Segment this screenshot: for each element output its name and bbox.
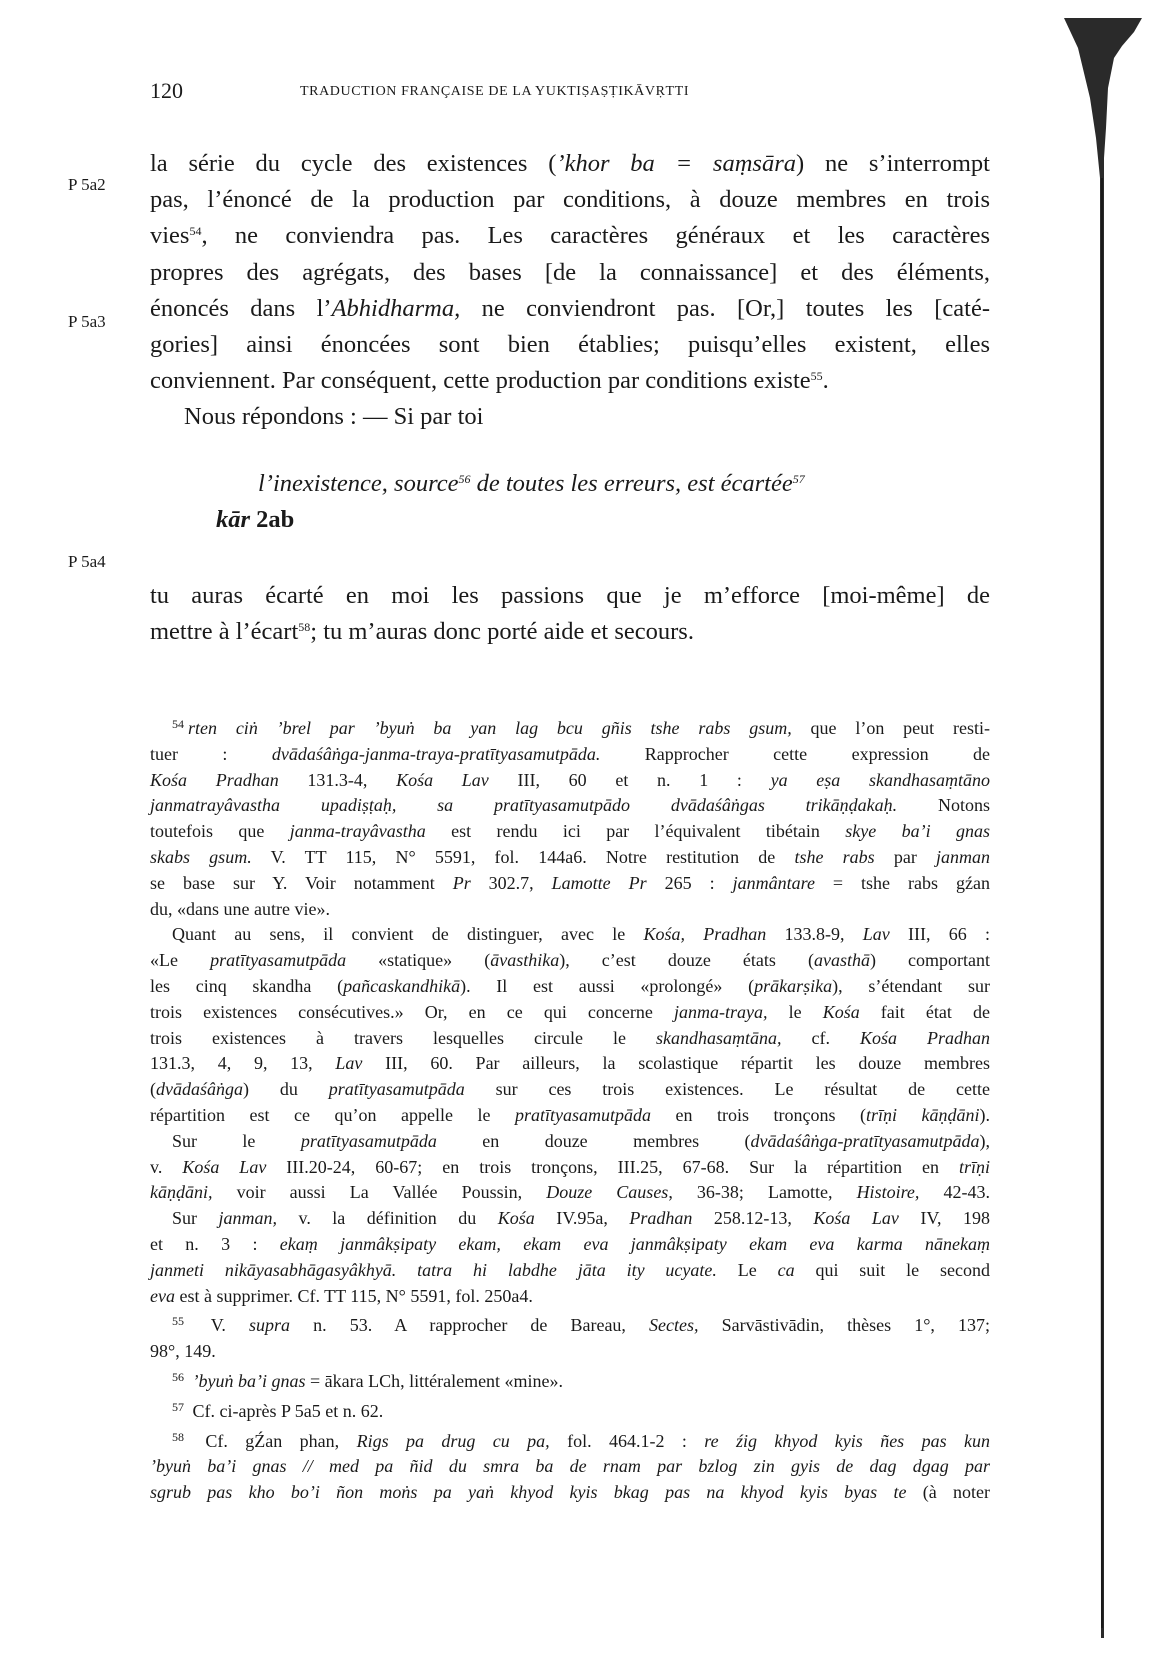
footnote-line: tuer : dvādaśâṅga-janma-traya-pratītyasamutpāda. Rapprocher cette expression de (150, 743, 990, 764)
footnote-line: se base sur Y. Voir notamment Pr 302.7, Lamotte Pr 265 : janmântare = tshe rabs gźan (150, 872, 990, 893)
footnote-line: janmeti nikāyasabhāgasyâkhyā. tatra hi labdhe jāta ity ucyate. Le ca qui suit le second (150, 1259, 990, 1280)
footnote-line: Kośa Pradhan 131.3-4, Kośa Lav III, 60 et n. 1 : ya eṣa skandhasaṃtāno (150, 769, 990, 790)
body-line: propres des agrégats, des bases [de la connaissance] et des éléments, (150, 258, 990, 286)
footnote-line: Quant au sens, il convient de distinguer, avec le Kośa, Pradhan 133.8-9, Lav III, 66 : (172, 924, 990, 945)
footnote-line: Sur janman, v. la définition du Kośa IV.95a, Pradhan 258.12-13, Kośa Lav IV, 198 (172, 1208, 990, 1229)
margin-note-p5a4: P 5a4 (68, 552, 106, 571)
margin-note-p5a3: P 5a3 (68, 312, 106, 331)
footnote-55: $^{55}$ V. supra n. 53. A rapprocher de Bareau, Sectes, Sarvāstivādin, thèses 1°, 137; (172, 1314, 990, 1336)
body-line: gories] ainsi énoncées sont bien établies; puisqu’elles existent, elles (150, 331, 990, 359)
running-title: TRADUCTION FRANÇAISE DE LA YUKTIṢAṢṬIKĀVṚTTI (300, 84, 690, 99)
body-line: énoncés dans l’Abhidharma, ne conviendront pas. [Or,] toutes les [caté- (150, 294, 990, 322)
footnote-line: skabs gsum. V. TT 115, N° 5591, fol. 144a6. Notre restitution de tshe rabs par janman (150, 846, 990, 867)
footnote-line: kāṇḍāni, voir aussi La Vallée Poussin, Douze Causes, 36-38; Lamotte, Histoire, 42-43. (150, 1182, 990, 1203)
footnote-line: sgrub pas kho bo’i ñon moṅs pa yaṅ khyod kyis bkag pas na khyod kyis byas te (à noter (150, 1482, 990, 1503)
body-line: conviennent. Par conséquent, cette production par conditions existe$^{55}$. (150, 367, 829, 395)
footnote-line: 98°, 149. (150, 1341, 216, 1362)
footnote-57: $^{57}$ Cf. ci-après P 5a5 et n. 62. (172, 1399, 384, 1421)
footnote-54: $^{54}$ rten ciṅ ’brel par ’byuṅ ba yan lag bcu gñis tshe rabs gsum, que l’on peut resti- (172, 717, 990, 738)
body-line: Nous répondons : — Si par toi (184, 403, 484, 431)
footnote-ref-56: 56 (458, 472, 471, 486)
footnote-line: «Le pratītyasamutpāda «statique» (āvasthika), c’est douze états (avasthā) comportant (150, 950, 990, 971)
footnote-56: $^{56}$ ’byuṅ ba’i gnas = ākara LCh, littéralement «mine». (172, 1369, 564, 1391)
footnote-ref-58: 58 (298, 620, 311, 635)
footnote-line: trois existences consécutives.» Or, en ce qui concerne janma-traya, le Kośa fait état de (150, 1001, 990, 1022)
body-line: mettre à l’écart$^{58}$; tu m’auras donc porté aide et secours. (150, 618, 694, 646)
verse-line: l’inexistence, source$^{56}$ de toutes les erreurs, est écartée$^{57}$ (258, 470, 805, 497)
footnote-line: et n. 3 : ekaṃ janmâkṣipaty ekam, ekam eva janmâkṣipaty ekam eva karma nānekaṃ (150, 1233, 990, 1254)
scan-edge-mark (1064, 18, 1142, 1638)
footnote-line: v. Kośa Lav III.20-24, 60-67; en trois tronçons, III.25, 67-68. Sur la répartition en trīṇi (150, 1156, 990, 1177)
footnote-ref-55: 55 (810, 369, 823, 384)
after-verse-text (150, 578, 990, 650)
footnote-58: $^{58}$ Cf. gŹan phan, Rigs pa drug cu pa, fol. 464.1-2 : re źig khyod kyis ñes pas kun (172, 1429, 990, 1451)
footnote-line: répartition est ce qu’on appelle le pratītyasamutpāda en trois tronçons (trīṇi kāṇḍāni). (150, 1104, 990, 1125)
body-line: pas, l’énoncé de la production par conditions, à douze membres en trois (150, 186, 990, 214)
footnote-line: du, «dans une autre vie». (150, 898, 330, 919)
body-line: vies$^{54}$, ne conviendra pas. Les caractères généraux et les caractères (150, 222, 990, 250)
footnote-line: les cinq skandha (pañcaskandhikā). Il est aussi «prolongé» (prākarṣika), s’étendant sur (150, 975, 991, 996)
footnote-line: (dvādaśâṅga) du pratītyasamutpāda sur ces trois existences. Le résultat de cette (150, 1079, 990, 1100)
footnotes (150, 712, 990, 1506)
footnote-line: ’byuṅ ba’i gnas // med pa ñid du smra ba de rnam par bzlog zin gyis de dag dgag par (150, 1456, 990, 1477)
footnote-line: toutefois que janma-trayâvastha est rendu ici par l’équivalent tibétain skye ba’i gnas (150, 821, 990, 842)
margin-note-p5a2: P 5a2 (68, 175, 106, 194)
main-text (150, 146, 990, 436)
footnote-line: trois existences à travers lesquelles circule le skandhasaṃtāna, cf. Kośa Pradhan (150, 1027, 991, 1048)
footnote-ref-54: 54 (189, 224, 202, 239)
footnote-line: janmatrayâvastha upadiṣṭaḥ, sa pratītyasamutpādo dvādaśâṅgas trikāṇḍakaḥ. Notons (150, 795, 990, 816)
body-line: la série du cycle des existences (’khor ba = saṃsāra) ne s’interrompt (150, 150, 990, 177)
footnote-line: 131.3, 4, 9, 13, Lav III, 60. Par ailleurs, la scolastique répartit les douze membres (150, 1053, 991, 1074)
page-number: 120 (150, 78, 183, 103)
footnote-ref-57: 57 (792, 472, 805, 486)
karika-reference: kār 2ab (216, 506, 295, 533)
page-header (150, 78, 990, 108)
body-line: tu auras écarté en moi les passions que je m’efforce [moi-même] de (150, 582, 990, 609)
footnote-line: Sur le pratītyasamutpāda en douze membres (dvādaśâṅga-pratītyasamutpāda), (172, 1130, 990, 1151)
footnote-line: eva est à supprimer. Cf. TT 115, N° 5591, fol. 250a4. (150, 1285, 533, 1306)
